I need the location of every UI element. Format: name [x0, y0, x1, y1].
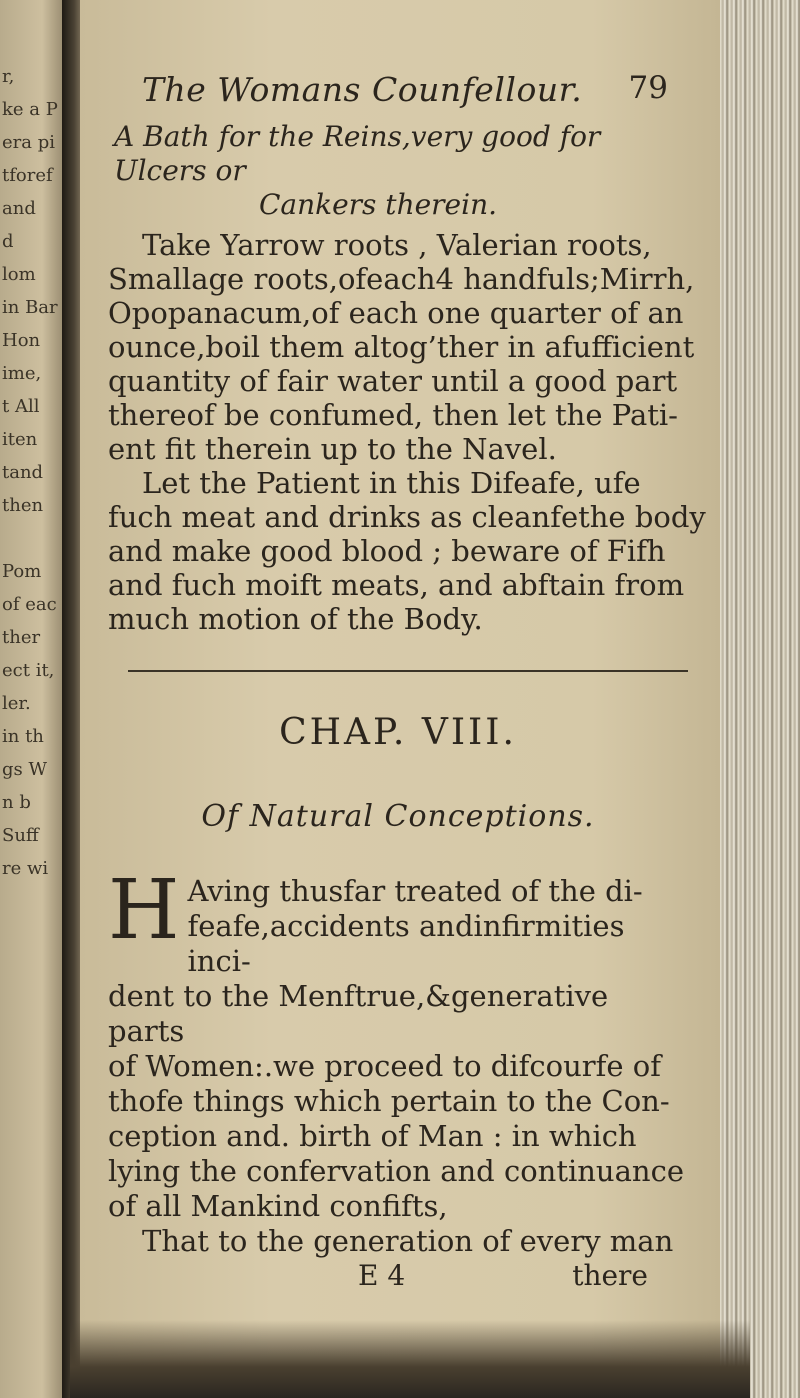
page-content [108, 70, 706, 1295]
left-page-fragment: era pi [2, 132, 55, 153]
page-footer [108, 1259, 688, 1295]
left-page-fragment: Pom [2, 561, 42, 582]
section-heading: A Bath for the Reins,very good for Ulcers or [114, 120, 601, 187]
text-line: quantity of fair water until a good part [108, 364, 678, 398]
left-page-fragment: iten [2, 429, 38, 450]
text-line: fuch meat and drinks as cleanfethe body [108, 500, 706, 534]
text-line: thofe things which pertain to the Con- [108, 1084, 670, 1118]
page-bottom-shadow [70, 1320, 750, 1398]
divider-rule [128, 670, 688, 672]
left-page-fragment: then [2, 495, 44, 516]
left-page-fragment: Suff [2, 825, 39, 846]
left-page-fragment: ther [2, 627, 41, 648]
text-line: Aving thusfar treated of the di- [187, 874, 643, 908]
drop-cap: H [108, 863, 180, 958]
section-body [108, 228, 706, 636]
text-line: Take Yarrow roots , Valerian roots, [142, 228, 652, 262]
text-line: and make good blood ; beware of Fifh [108, 534, 666, 568]
chapter-subtitle: Of Natural Conceptions. [201, 799, 595, 834]
left-page-fragment: re wi [2, 858, 49, 879]
chapter-body [108, 863, 688, 1259]
left-page-fragment: ke a P [2, 99, 58, 120]
text-line: That to the generation of every man [142, 1224, 674, 1258]
left-page-fragment: d [2, 231, 14, 252]
text-line: ent fit therein up to the Navel. [108, 432, 557, 466]
text-line: Smallage roots,ofeach4 handfuls;Mirrh, [108, 262, 695, 296]
text-line: Let the Patient in this Difeafe, ufe [142, 466, 641, 500]
left-page-fragment: in Bar [2, 297, 58, 318]
text-line: ception and. birth of Man : in which [108, 1119, 637, 1153]
left-page-fragment: t All [2, 396, 40, 417]
text-line: of all Mankind confifts, [108, 1189, 448, 1223]
left-page-fragment: tforef [2, 165, 53, 186]
text-line: of Women:.we proceed to difcourfe of [108, 1049, 661, 1083]
text-line: ounce,boil them altog’ther in afufficient [108, 330, 695, 364]
catchword: there [572, 1259, 648, 1292]
text-line: feafe,accidents andinfirmities inci- [187, 909, 625, 978]
left-page-fragment: ect it, [2, 660, 55, 681]
left-page-fragment: of eac [2, 594, 57, 615]
text-line: thereof be confumed, then let the Pati- [108, 398, 678, 432]
left-page-fragment: and [2, 198, 36, 219]
left-page-fragment: gs W [2, 759, 47, 780]
section-heading-cont: Cankers therein. [258, 188, 498, 221]
running-title: The Womans Counfellour. [142, 70, 583, 109]
text-line: and fuch moift meats, and abftain from [108, 568, 685, 602]
left-page-fragment: in th [2, 726, 44, 747]
signature-mark: E 4 [358, 1259, 406, 1292]
text-line: dent to the Menftrue,&generative parts [108, 979, 609, 1048]
text-line: Opopanacum,of each one quarter of an [108, 296, 684, 330]
running-header [108, 70, 688, 114]
chapter-title: CHAP. VIII. [279, 712, 517, 753]
left-page-fragment: n b [2, 792, 31, 813]
left-page-fragment: Hon [2, 330, 41, 351]
left-page-fragment: ler. [2, 693, 31, 714]
text-line: lying the confervation and continuance [108, 1154, 684, 1188]
page-number: 79 [628, 70, 668, 106]
left-page-fragment: tand [2, 462, 44, 483]
page-edges [720, 0, 800, 1398]
left-page-fragment: ime, [2, 363, 42, 384]
text-line: much motion of the Body. [108, 602, 483, 636]
left-page-fragment: r, [2, 66, 15, 87]
left-page-fragment: lom [2, 264, 36, 285]
